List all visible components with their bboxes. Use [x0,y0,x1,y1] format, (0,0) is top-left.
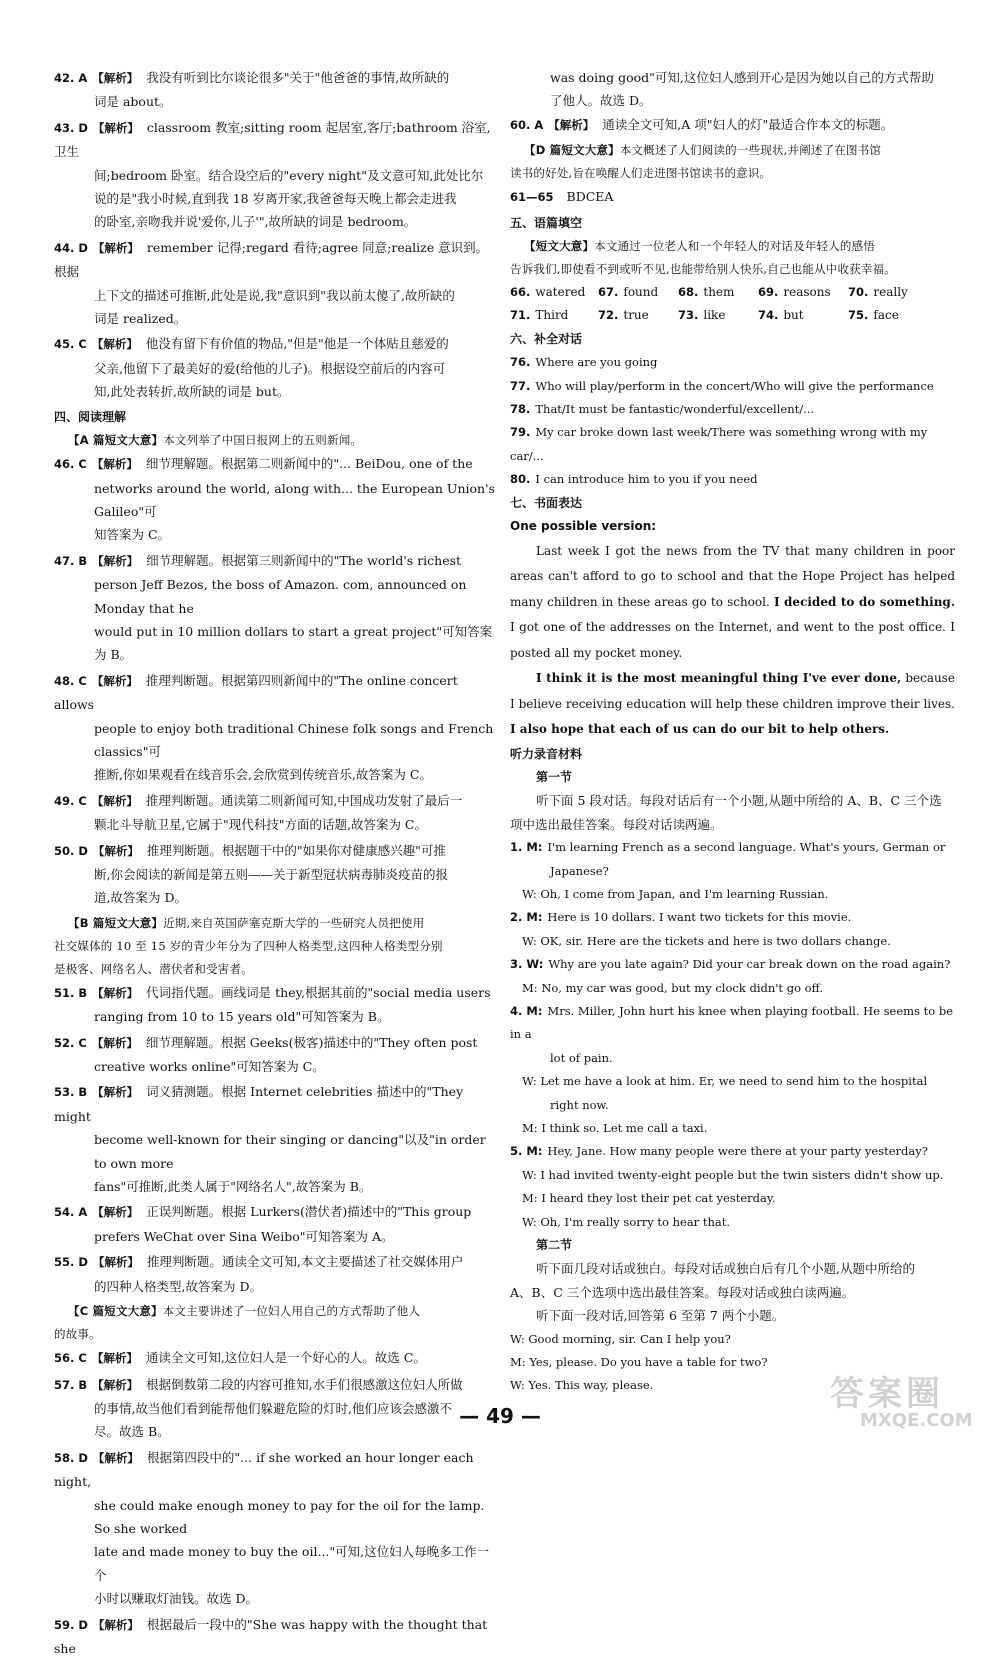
answer-44: 44. D 【解析】 remember 记得;regard 看待;agree 同意;realize 意识到。根据 上下文的描述可推断,此处是说,我"意识到"我以前太傻了,故所缺的 词是 realized。 [54,239,489,327]
summary-e: 【短文大意】本文通过一位老人和一个年轻人的对话及年轻人的感悟 告诉我们,即使看不到或听不见,也能带给别人快乐,自己也能从中收获幸福。 [510,239,896,277]
part-1-heading: 第一节 [536,769,573,784]
exchange-2: M: Yes, please. Do you have a table for two? [510,1355,768,1370]
page-number: — 49 — [459,1404,541,1428]
fill-answer: 75. face [848,308,899,323]
answer-55: 55. D 【解析】 推理判断题。通读全文可知,本文主要描述了社交媒体用户 的四种人格类型,故答案为 D。 [54,1254,464,1294]
answer-48: 48. C 【解析】 推理判断题。根据第四则新闻中的"The online concert allows people to enjoy both traditional Chinese folk songs and French classics"可 推断,你如果观看在线音乐会,会欣赏到传统音乐,故答案为 C。 [54,672,494,783]
fill-answer: 69. reasons [758,285,831,300]
answer-59-continued-2: 了他人。故选 D。 [550,93,652,109]
fill-answer: 66. watered [510,285,586,300]
answer-53: 53. B 【解析】 词义猜测题。根据 Internet celebrities 描述中的"They might become well-known for their singing or dancing"以及"in order to own more fans"可推断,此类人属于"网络名人",故答案为 B。 [54,1084,486,1195]
fill-answer: 71. Third [510,308,569,323]
exchange-3: W: Yes. This way, please. [510,1378,654,1393]
fill-answer: 68. them [678,285,735,300]
answer-42: 42. A 【解析】 我没有听到比尔谈论很多"关于"他爸爸的事情,故所缺的 词是 about。 [54,70,450,110]
essay-paragraph-2: I think it is the most meaningful thing I've ever done, because I believe receiving education will help these children improve their lives. I also hope that each of us can do our bit to help others. [510,671,955,736]
summary-a: 【A 篇短文大意】本文列举了中国日报网上的五则新闻。 [68,433,363,448]
dialogue-2: 2. M: Here is 10 dollars. I want two tickets for this movie. W: OK, sir. Here are the tickets and here is two dollars change. [510,910,891,948]
answer-46: 46. C 【解析】 细节理解题。根据第二则新闻中的"... BeiDou, one of the networks around the world, along with... the European Union's Galileo"可 知答案为 C。 [54,456,495,543]
site-watermark: 答案圈 MXQE.COM [830,1374,973,1431]
fill-answer: 70. really [848,285,908,300]
answer-57: 57. B 【解析】 根据倒数第二段的内容可推知,水手们很感激这位妇人所做 的事情,故当他们看到能帮他们躲避危险的灯时,他们应该会感激不 尽。故选 B。 [54,1376,463,1440]
answer-43: 43. D 【解析】 classroom 教室;sitting room 起居室,客厅;bathroom 浴室,卫生 间;bedroom 卧室。结合设空后的"every night"及文意可知,此处比尔 说的是"我小时候,直到我 18 岁离开家,我爸爸每天晚上都会走进我 的卧室,亲吻我并说'爱你,儿子'",故所缺的词是 bedroom。 [54,119,491,230]
answer-59: 59. D 【解析】 根据最后一段中的"She was happy with the thought that she [54,1616,488,1656]
section-heading-7: 七、书面表达 [510,495,583,510]
part-2-instructions-3: 听下面一段对话,回答第 6 至第 7 两个小题。 [536,1308,785,1324]
part-2-instructions: 听下面几段对话或独白。每段对话或独白后有几个小题,从题中所给的 [536,1261,915,1277]
answer-77: 77. Who will play/perform in the concert/Who will give the performance [510,378,934,393]
dialogue-1: 1. M: I'm learning French as a second language. What's yours, German or Japanese? W: Oh, I come from Japan, and I'm learning Russian. [510,840,946,901]
essay-paragraph-1: Last week I got the news from the TV that many children in poor areas can't afford to go to school and that the Hope Project has helped many children in these areas go to school. I decided to do something. I got one of the addresses on the Internet, and went to the post office. I posted all my pocket money. [510,543,955,660]
section-heading-6: 六、补全对话 [510,331,583,346]
answer-49: 49. C 【解析】 推理判断题。通读第二则新闻可知,中国成功发射了最后一 颗北斗导航卫星,它属于"现代科技"方面的话题,故答案为 C。 [54,792,463,833]
answer-51: 51. B 【解析】 代词指代题。画线词是 they,根据其前的"social media users ranging from 10 to 15 years old"可知答案为 B。 [54,984,491,1025]
summary-b: 【B 篇短文大意】近期,来自英国萨塞克斯大学的一些研究人员把使用 社交媒体的 10 至 15 岁的青少年分为了四种人格类型,这四种人格类型分别 是极客、网络名人、潜伏者和受害者。 [54,915,443,976]
part-1-instructions: 听下面 5 段对话。每段对话后有一个小题,从题中所给的 A、B、C 三个选 [536,793,942,809]
answer-54: 54. A 【解析】 正误判断题。根据 Lurkers(潜伏者)描述中的"This group prefers WeChat over Sina Weibo"可知答案为 A。 [54,1204,472,1244]
part-1-instructions-2: 项中选出最佳答案。每段对话读两遍。 [510,816,723,832]
answer-58: 58. D 【解析】 根据第四段中的"... if she worked an hour longer each night, she could make enough money to pay for the oil for the lamp. So she worked late and made money to buy the oil..."可知,这位妇人每晚多工作一个 小时以赚取灯油钱。故选 D。 [54,1449,490,1607]
answer-59-continued: was doing good"可知,这位妇人感到开心是因为她以自己的方式帮助 [550,70,934,85]
answer-52: 52. C 【解析】 细节理解题。根据 Geeks(极客)描述中的"They often post creative works online"可知答案为 C。 [54,1034,478,1075]
answer-61-65: 61—65 BDCEA [510,189,614,205]
section-heading-5: 五、语篇填空 [510,215,583,230]
dialogue-4: 4. M: Mrs. Miller, John hurt his knee when playing football. He seems to be in a lot of pain. W: Let me have a look at him. Er, we need to send him to the hospital right now. M: I think so. Let me call a taxi. [510,1003,953,1135]
dialogue-3: 3. W: Why are you late again? Did your car break down on the road again? M: No, my car was good, but my clock didn't go off. [510,957,951,995]
answer-80: 80. I can introduce him to you if you need [510,472,758,487]
right-column [510,66,955,1398]
section-heading-4: 四、阅读理解 [54,409,127,424]
dialogue-5: 5. M: Hey, Jane. How many people were there at your party yesterday? W: I had invited twenty-eight people but the twin sisters didn't show up. M: I heard they lost their pet cat yesterday. W: Oh, I'm really sorry to hear that. [510,1144,944,1229]
answer-79: 79. My car broke down last week/There was something wrong with my car/... [510,425,928,463]
summary-d: 【D 篇短文大意】本文概述了人们阅读的一些现状,并阐述了在图书馆 读书的好处,旨在唤醒人们走进图书馆读书的意识。 [510,143,882,181]
exchange-1: W: Good morning, sir. Can I help you? [510,1331,731,1346]
answer-45: 45. C 【解析】 他没有留下有价值的物品,"但是"他是一个体贴且慈爱的 父亲,他留下了最美好的爱(给他的儿子)。根据设空前后的内容可 知,此处表转折,故所缺的词是 but。 [54,336,449,400]
answer-60: 60. A 【解析】 通读全文可知,A 项"妇人的灯"最适合作本文的标题。 [510,116,894,132]
summary-c: 【C 篇短文大意】本文主要讲述了一位妇人用自己的方式帮助了他人 的故事。 [54,1304,421,1342]
answer-47: 47. B 【解析】 细节理解题。根据第三则新闻中的"The world's richest person Jeff Bezos, the boss of Amazon. com, announced on Monday that he would put in 10 million dollars to start a great project"可知答案为 B。 [54,552,493,663]
fill-answers-row-1 [510,281,955,304]
fill-answer: 67. found [598,285,659,300]
answer-50: 50. D 【解析】 推理判断题。根据题干中的"如果你对健康感兴趣"可推 断,你会阅读的新闻是第五则——关于新型冠状病毒肺炎疫苗的报 道,故答案为 D。 [54,842,448,906]
part-2-instructions-2: A、B、C 三个选项中选出最佳答案。每段对话或独白读两遍。 [510,1284,855,1300]
listening-heading: 听力录音材料 [510,746,583,761]
part-2-heading: 第二节 [536,1238,573,1253]
answer-56: 56. C 【解析】 通读全文可知,这位妇人是一个好心的人。故选 C。 [54,1350,426,1366]
fill-answers-row-2 [510,304,955,327]
fill-answer: 73. like [678,308,726,323]
answer-78: 78. That/It must be fantastic/wonderful/excellent/... [510,402,815,417]
fill-answer: 72. true [598,308,649,323]
fill-answer: 74. but [758,308,804,323]
answer-76: 76. Where are you going [510,355,658,370]
sample-essay-label: One possible version: [510,519,657,534]
